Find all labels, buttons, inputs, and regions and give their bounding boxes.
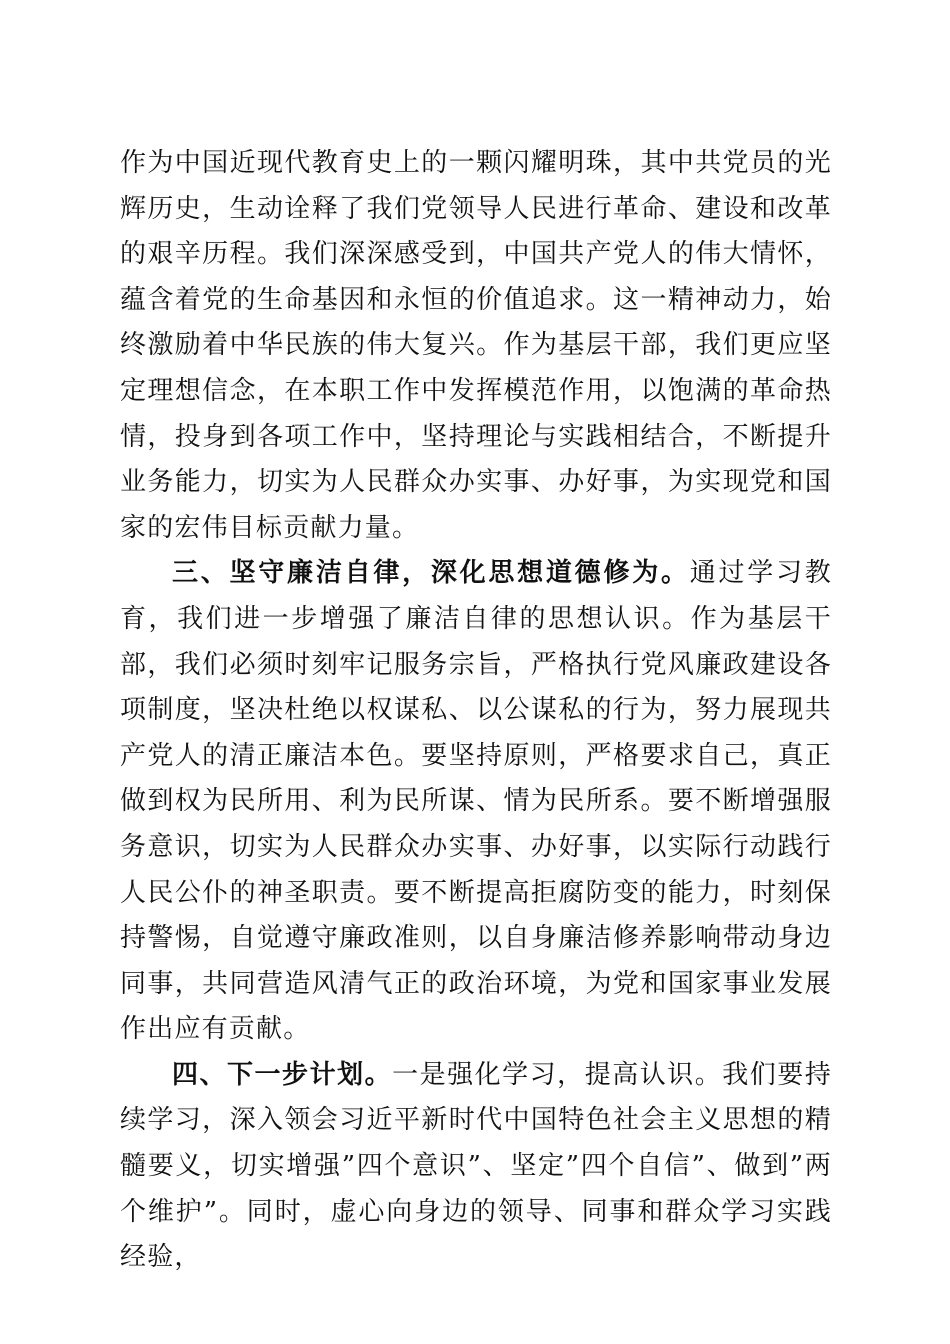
paragraph-section-four <box>120 1053 832 1281</box>
document-body <box>120 141 832 1281</box>
paragraph-text: 作为中国近现代教育史上的一颗闪耀明珠，其中共党员的光辉历史，生动诠释了我们党领导人民进行革命、建设和改革的艰辛历程。我们深深感受到，中国共产党人的伟大情怀，蕴含着党的生命基因和永恒的价值追求。这一精神动力，始终激励着中华民族的伟大复兴。作为基层干部，我们更应坚定理想信念，在本职工作中发挥模范作用，以饱满的革命热情，投身到各项工作中，坚持理论与实践相结合，不断提升业务能力，切实为人民群众办实事、办好事，为实现党和国家的宏伟目标贡献力量。 <box>120 148 832 543</box>
paragraph-text: 一是强化学习，提高认识。我们要持续学习，深入领会习近平新时代中国特色社会主义思想的精髓要义，切实增强”四个意识”、坚定”四个自信”、做到”两个维护”。同时，虚心向身边的领导、同事和群众学习实践经验， <box>120 1059 832 1273</box>
section-heading: 四、下一步计划。 <box>172 1059 393 1090</box>
section-heading: 三、坚守廉洁自律，深化思想道德修为。 <box>172 558 690 589</box>
paragraph-text: 通过学习教育，我们进一步增强了廉洁自律的思想认识。作为基层干部，我们必须时刻牢记服务宗旨，严格执行党风廉政建设各项制度，坚决杜绝以权谋私、以公谋私的行为，努力展现共产党人的清正廉洁本色。要坚持原则，严格要求自己，真正做到权为民所用、利为民所谋、情为民所系。要不断增强服务意识，切实为人民群众办实事、办好事，以实际行动践行人民公仆的神圣职责。要不断提高拒腐防变的能力，时刻保持警惕，自觉遵守廉政准则，以自身廉洁修养影响带动身边同事，共同营造风清气正的政治环境，为党和国家事业发展作出应有贡献。 <box>120 558 832 1045</box>
paragraph-continuation <box>120 141 832 551</box>
paragraph-section-three <box>120 551 832 1053</box>
